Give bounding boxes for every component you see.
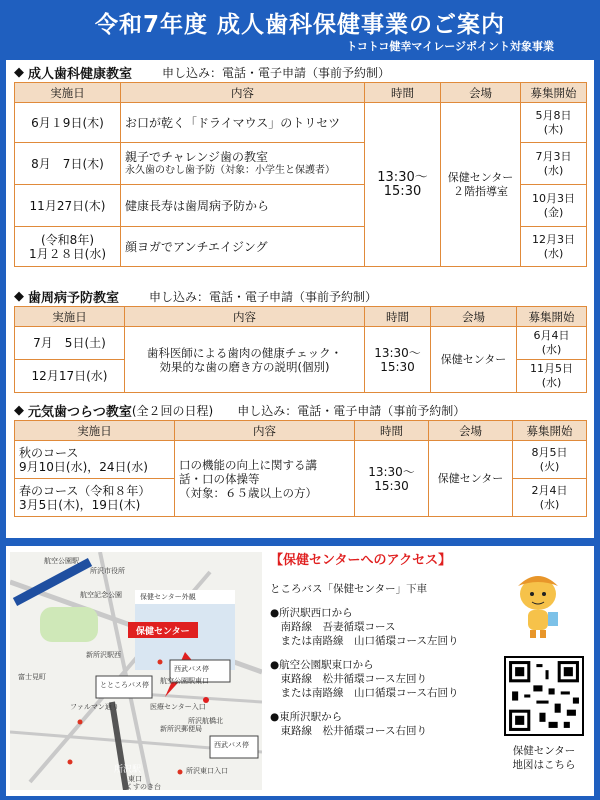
col-header: 内容	[121, 83, 365, 103]
header	[0, 0, 600, 58]
schedule-table	[14, 82, 587, 267]
cell-venue: 保健センター	[431, 327, 517, 393]
section-header	[6, 400, 594, 420]
cell-venue: 保健センター	[429, 441, 513, 517]
cell-venue: 保健センター ２階指導室	[441, 103, 521, 267]
cell-start: 5月8日 (木)	[521, 103, 587, 143]
access-line: 南路線 吾妻循環コース	[270, 621, 396, 633]
cell-content	[121, 143, 365, 185]
col-header: 会場	[431, 307, 517, 327]
map-drawing	[10, 552, 262, 790]
section-title: 元気歯つらつ教室	[28, 404, 132, 420]
map-label: 所沢駅	[114, 765, 142, 775]
qr-caption: 保健センター 地図はこちら	[512, 745, 576, 771]
col-header: 実施日	[15, 421, 175, 441]
map-label: とところバス停	[100, 681, 149, 689]
section-title: 歯周病予防教室	[28, 290, 120, 306]
section-apply: 申し込み：電話・電子申請（事前予約制）	[162, 65, 391, 80]
content-text: 親子でチャレンジ歯の教室	[125, 149, 269, 164]
col-header: 会場	[429, 421, 513, 441]
map-label: 新所沢郵便局	[160, 725, 202, 733]
access-line: ●航空公園駅東口から	[270, 659, 374, 671]
page-subtitle: トコトコ健幸マイレージポイント対象事業	[346, 40, 554, 53]
access-line: または南路線 山口循環コース左回り	[270, 635, 459, 647]
section-apply: 申し込み：電話・電子申請（事前予約制）	[149, 289, 378, 304]
section-header	[6, 286, 594, 306]
cell-date: (令和8年) 1月２８日(水)	[15, 227, 121, 267]
col-header: 時間	[355, 421, 429, 441]
map-label: 医療センター入口	[150, 703, 206, 711]
schedule-table	[14, 306, 587, 393]
section-adult-dental	[6, 62, 594, 267]
col-header: 募集開始	[517, 307, 587, 327]
map-center-label: 保健センター	[136, 627, 190, 637]
col-header: 時間	[365, 307, 431, 327]
map-label: 所沢東口入口	[186, 767, 228, 775]
section-marker: ◆	[14, 402, 24, 418]
map-label: 航空公園駅東口	[160, 677, 209, 685]
col-header: 会場	[441, 83, 521, 103]
access-line: ●東所沢駅から	[270, 711, 343, 723]
col-header: 実施日	[15, 307, 125, 327]
cell-content	[121, 227, 365, 267]
access-map[interactable]	[10, 552, 262, 790]
cell-start: 6月4日 (水)	[517, 327, 587, 360]
cell-start: 11月5日 (水)	[517, 360, 587, 393]
cell-start: 12月3日 (水)	[521, 227, 587, 267]
section-marker: ◆	[14, 64, 24, 80]
cell-time: 13:30～ 15:30	[365, 103, 441, 267]
col-header: 募集開始	[521, 83, 587, 103]
col-header: 実施日	[15, 83, 121, 103]
mascot-icon	[508, 566, 568, 640]
section-apply: 申し込み：電話・電子申請（事前予約制）	[237, 403, 466, 418]
col-header: 時間	[365, 83, 441, 103]
cell-start: 10月3日 (金)	[521, 185, 587, 227]
map-label: ファルマン通り	[70, 703, 119, 711]
qr-code[interactable]	[504, 656, 584, 736]
content-subtext: 永久歯のむし歯予防（対象：小学生と保護者）	[125, 164, 335, 176]
cell-start: 2月4日 (水)	[513, 479, 587, 517]
map-label: 西武バス停	[214, 741, 249, 749]
section-header	[6, 62, 594, 82]
access-line: ●所沢駅西口から	[270, 607, 353, 619]
content-text: 健康長寿は歯周病予防から	[125, 198, 270, 213]
cell-content: 歯科医師による歯肉の健康チェック・ 効果的な歯の磨き方の説明(個別)	[125, 327, 365, 393]
cell-date: 11月27日(木)	[15, 185, 121, 227]
access-line: 東路線 松井循環コース右回り	[270, 725, 427, 737]
access-info	[270, 554, 490, 738]
schedule-table	[14, 420, 587, 517]
cell-date: 8月 7日(木)	[15, 143, 121, 185]
section-marker: ◆	[14, 288, 24, 304]
page-title: 令和7年度 成人歯科保健事業のご案内	[94, 12, 505, 38]
section-note: (全２回の日程)	[131, 403, 214, 418]
access-line: ところバス「保健センター」下車	[270, 583, 428, 595]
content-text: 顔ヨガでアンチエイジング	[125, 239, 268, 254]
map-label: 航空公園駅	[44, 557, 79, 565]
section-genki	[6, 400, 594, 517]
cell-date: 7月 5日(土)	[15, 327, 125, 360]
cell-time: 13:30～ 15:30	[355, 441, 429, 517]
section-title: 成人歯科健康教室	[28, 66, 133, 82]
access-line: 東路線 松井循環コース左回り	[270, 673, 427, 685]
content-text: お口が乾く「ドライマウス」のトリセツ	[125, 115, 341, 130]
map-label: 富士見町	[18, 673, 46, 681]
map-label: 西武バス停	[174, 665, 209, 673]
cell-content	[121, 185, 365, 227]
map-label: 所沢市役所	[90, 567, 125, 575]
map-label: 東口	[128, 775, 142, 783]
cell-content: 口の機能の向上に関する講 話・口の体操等 （対象：６５歳以上の方）	[175, 441, 355, 517]
access-panel	[6, 546, 594, 796]
section-periodontal	[6, 286, 594, 393]
col-header: 内容	[175, 421, 355, 441]
cell-time: 13:30～ 15:30	[365, 327, 431, 393]
col-header: 募集開始	[513, 421, 587, 441]
map-label: 保健センター外観	[140, 593, 196, 601]
cell-start: 7月3日 (水)	[521, 143, 587, 185]
cell-content	[121, 103, 365, 143]
map-label: くすのき台	[126, 783, 161, 790]
cell-date: 6月１9日(木)	[15, 103, 121, 143]
cell-date: 12月17日(水)	[15, 360, 125, 393]
cell-date: 秋のコース 9月10日(水)，24日(水)	[15, 441, 175, 479]
map-label: 航空記念公園	[80, 591, 122, 599]
map-label: 所沢航橋北	[188, 717, 223, 725]
cell-date: 春のコース（令和８年） 3月5日(木)，19日(木)	[15, 479, 175, 517]
access-line: または南路線 山口循環コース右回り	[270, 687, 459, 699]
map-label: 新所沢駅西	[86, 651, 121, 659]
col-header: 内容	[125, 307, 365, 327]
cell-start: 8月5日 (火)	[513, 441, 587, 479]
schedule-sheet	[6, 60, 594, 538]
access-title: 【保健センターへのアクセス】	[270, 553, 452, 568]
